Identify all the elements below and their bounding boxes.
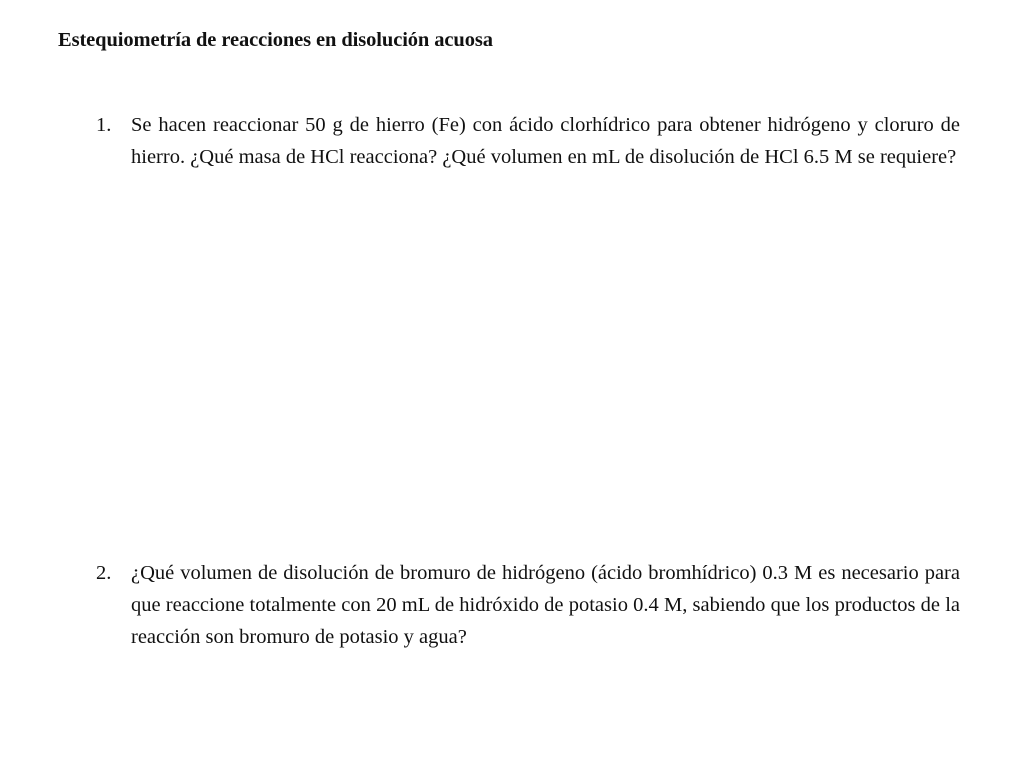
- question-text: ¿Qué volumen de disolución de bromuro de hidrógeno (ácido bromhídrico) 0.3 M es necesario para que reaccione totalmente con 20 mL de hidróxido de potasio 0.4 M, sabiendo que los productos de la reacción son bromuro de potasio y agua?: [131, 562, 960, 648]
- question-number: 1.: [96, 114, 112, 136]
- question-number: 2.: [96, 562, 112, 584]
- page-title: Estequiometría de reacciones en disolución acuosa: [58, 29, 493, 51]
- question-2: [96, 557, 960, 653]
- question-text: Se hacen reaccionar 50 g de hierro (Fe) con ácido clorhídrico para obtener hidrógeno y cloruro de hierro. ¿Qué masa de HCl reacciona? ¿Qué volumen en mL de disolución de HCl 6.5 M se requiere?: [131, 114, 960, 168]
- question-1: [96, 109, 960, 173]
